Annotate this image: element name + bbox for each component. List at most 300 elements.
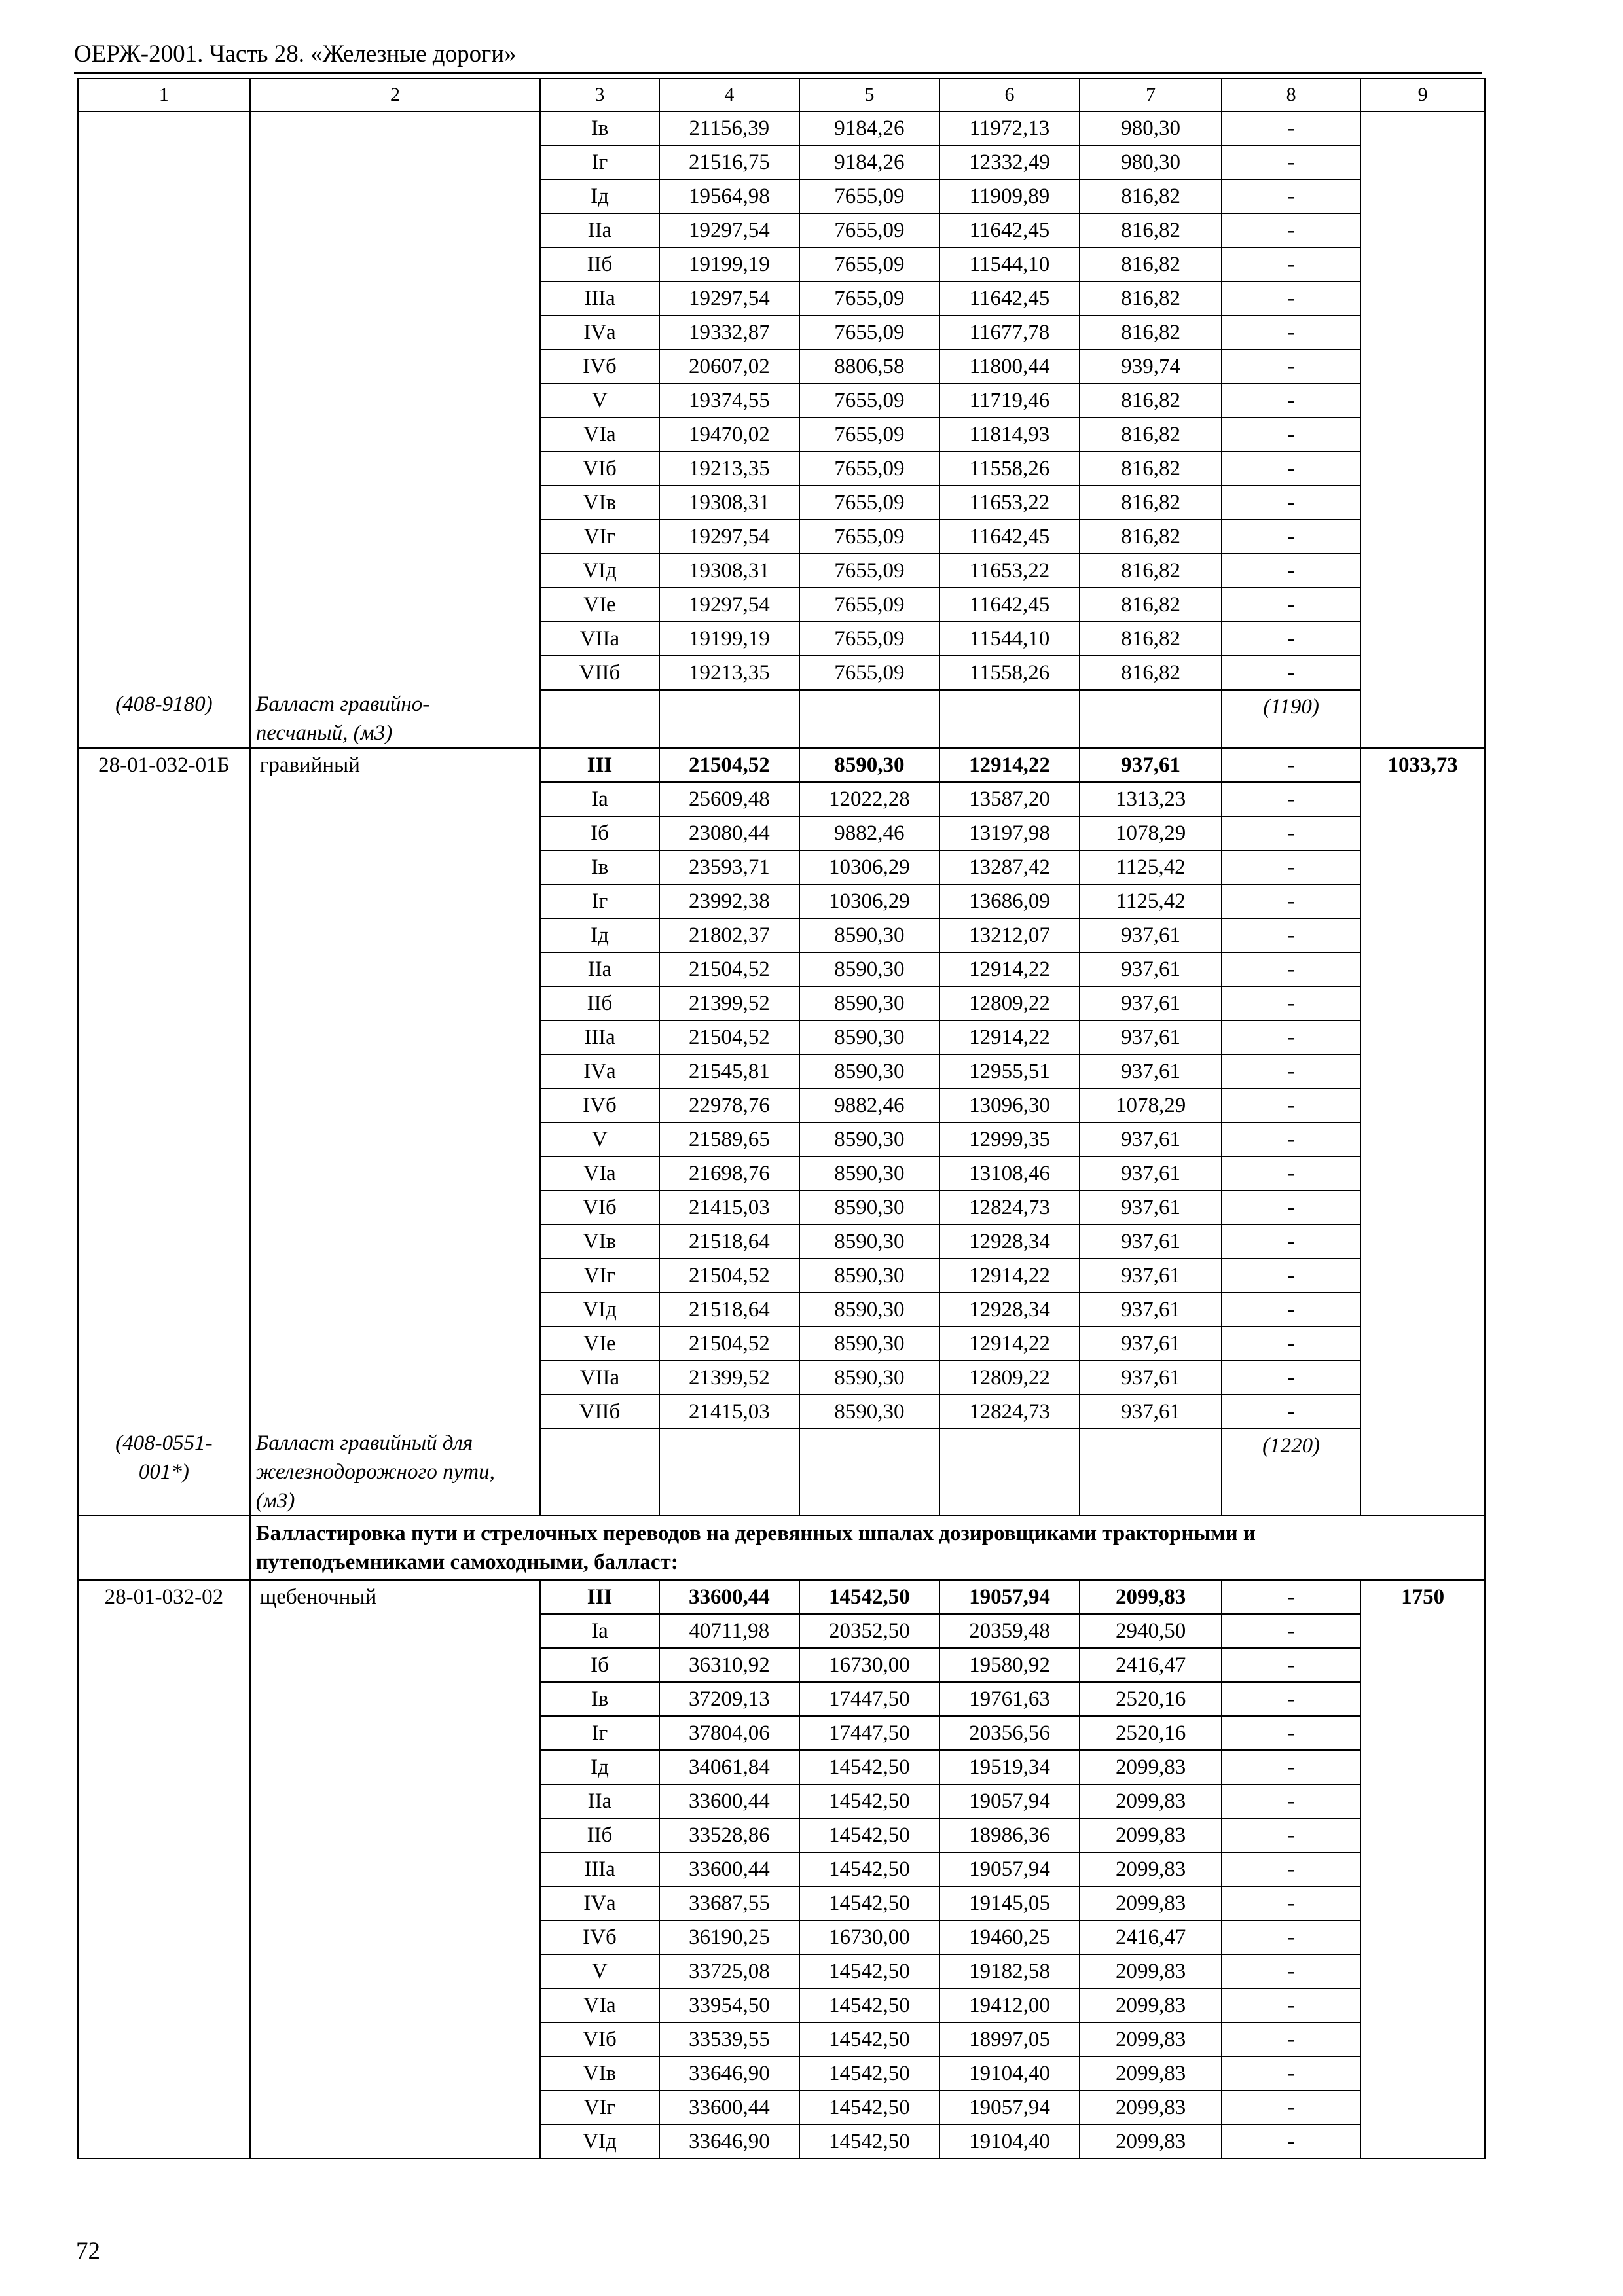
category-cell: IVа xyxy=(540,315,659,350)
value-cell: 2520,16 xyxy=(1080,1716,1222,1750)
table-row xyxy=(78,816,1485,850)
empty-cell xyxy=(1360,2125,1485,2159)
empty-cell xyxy=(250,884,540,918)
empty-cell xyxy=(250,1852,540,1886)
empty-cell xyxy=(1360,1157,1485,1191)
category-cell: IVб xyxy=(540,1920,659,1954)
column-number: 6 xyxy=(939,79,1080,111)
resource-norm: (1190) xyxy=(1222,690,1360,748)
category-cell: VIв xyxy=(540,1225,659,1259)
empty-cell xyxy=(250,1614,540,1648)
rate-code xyxy=(78,111,250,145)
value-cell: 13587,20 xyxy=(939,782,1080,816)
category-cell: Iб xyxy=(540,816,659,850)
value-cell: 2099,83 xyxy=(1080,1852,1222,1886)
empty-cell xyxy=(78,1225,250,1259)
empty-cell xyxy=(1360,1361,1485,1395)
value-cell: - xyxy=(1222,554,1360,588)
value-cell: 12999,35 xyxy=(939,1122,1080,1157)
table-row xyxy=(78,1157,1485,1191)
value-cell: 8590,30 xyxy=(799,1395,939,1429)
empty-cell xyxy=(250,1716,540,1750)
resource-name-line: Балласт гравийно- xyxy=(255,692,430,716)
value-cell: 14542,50 xyxy=(799,2090,939,2125)
column-number: 8 xyxy=(1222,79,1360,111)
resource-name-line: песчаный, (м3) xyxy=(255,721,393,745)
empty-cell xyxy=(1360,1920,1485,1954)
value-cell: 2099,83 xyxy=(1080,1750,1222,1784)
empty-cell xyxy=(78,1259,250,1293)
value-cell: 12332,49 xyxy=(939,145,1080,179)
value-cell: 19332,87 xyxy=(659,315,799,350)
value-cell: - xyxy=(1222,1327,1360,1361)
empty-cell xyxy=(1360,2056,1485,2090)
value-cell: 21802,37 xyxy=(659,918,799,952)
empty-cell xyxy=(78,179,250,213)
empty-cell xyxy=(1360,918,1485,952)
value-cell: 19297,54 xyxy=(659,520,799,554)
empty-cell xyxy=(1360,1088,1485,1122)
table-row xyxy=(78,850,1485,884)
value-cell: 12914,22 xyxy=(939,1327,1080,1361)
value-cell: 937,61 xyxy=(1080,1361,1222,1395)
category-cell: Iв xyxy=(540,111,659,145)
empty-cell xyxy=(659,1429,799,1516)
value-cell: 12824,73 xyxy=(939,1191,1080,1225)
empty-cell xyxy=(1360,1716,1485,1750)
empty-cell xyxy=(799,1429,939,1516)
value-cell: 816,82 xyxy=(1080,315,1222,350)
value-cell: 20356,56 xyxy=(939,1716,1080,1750)
value-cell: 17447,50 xyxy=(799,1682,939,1716)
value-cell: 10306,29 xyxy=(799,884,939,918)
rates-table xyxy=(77,78,1486,2159)
value-cell: 7655,09 xyxy=(799,452,939,486)
value-cell: 33528,86 xyxy=(659,1818,799,1852)
category-cell: IIIа xyxy=(540,281,659,315)
value-cell: 937,61 xyxy=(1080,1157,1222,1191)
rate-name xyxy=(250,111,540,145)
table-row xyxy=(78,1020,1485,1054)
value-cell: 7655,09 xyxy=(799,486,939,520)
value-cell: 816,82 xyxy=(1080,622,1222,656)
table-row xyxy=(78,622,1485,656)
value-cell: 33646,90 xyxy=(659,2125,799,2159)
empty-cell xyxy=(1360,452,1485,486)
value-cell: 33687,55 xyxy=(659,1886,799,1920)
column-number: 4 xyxy=(659,79,799,111)
category-cell: V xyxy=(540,1954,659,1988)
empty-cell xyxy=(250,213,540,247)
value-cell: 8590,30 xyxy=(799,1293,939,1327)
value-cell: 2099,83 xyxy=(1080,1818,1222,1852)
value-cell: 14542,50 xyxy=(799,2056,939,2090)
value-cell: 19182,58 xyxy=(939,1954,1080,1988)
empty-cell xyxy=(78,1122,250,1157)
resource-code-line: (408-9180) xyxy=(115,692,213,716)
table-row xyxy=(78,554,1485,588)
empty-cell xyxy=(1360,247,1485,281)
value-cell: 21399,52 xyxy=(659,986,799,1020)
empty-cell xyxy=(250,1750,540,1784)
empty-cell xyxy=(1360,656,1485,690)
empty-cell xyxy=(250,554,540,588)
table-row xyxy=(78,1818,1485,1852)
value-cell: 8590,30 xyxy=(799,1361,939,1395)
value-cell: 19308,31 xyxy=(659,486,799,520)
category-cell: VIе xyxy=(540,1327,659,1361)
value-cell: 11800,44 xyxy=(939,350,1080,384)
empty-cell xyxy=(1360,520,1485,554)
value-cell: - xyxy=(1222,384,1360,418)
value-cell: 7655,09 xyxy=(799,384,939,418)
category-cell: III xyxy=(540,1580,659,1614)
value-cell: - xyxy=(1222,213,1360,247)
empty-cell xyxy=(250,2125,540,2159)
empty-cell xyxy=(78,588,250,622)
page-number: 72 xyxy=(76,2238,100,2265)
value-cell: 16730,00 xyxy=(799,1648,939,1682)
table-row xyxy=(78,1682,1485,1716)
empty-cell xyxy=(78,1614,250,1648)
value-cell: 7655,09 xyxy=(799,656,939,690)
category-cell: VIIб xyxy=(540,656,659,690)
value-cell: - xyxy=(1222,486,1360,520)
resource-code-line: (408-0551- xyxy=(115,1431,213,1455)
value-cell: 20352,50 xyxy=(799,1614,939,1648)
empty-cell xyxy=(250,1088,540,1122)
value-cell: 7655,09 xyxy=(799,520,939,554)
table-row xyxy=(78,350,1485,384)
value-cell: 23593,71 xyxy=(659,850,799,884)
total-cell: 1033,73 xyxy=(1360,748,1485,782)
value-cell: 13197,98 xyxy=(939,816,1080,850)
value-cell: 22978,76 xyxy=(659,1088,799,1122)
empty-cell xyxy=(78,2056,250,2090)
value-cell: 16730,00 xyxy=(799,1920,939,1954)
table-row xyxy=(78,1716,1485,1750)
empty-cell xyxy=(250,850,540,884)
empty-cell xyxy=(78,1054,250,1088)
value-cell: 11972,13 xyxy=(939,111,1080,145)
value-cell: 14542,50 xyxy=(799,1580,939,1614)
empty-cell xyxy=(1360,782,1485,816)
empty-cell xyxy=(1360,1954,1485,1988)
column-number: 3 xyxy=(540,79,659,111)
empty-cell xyxy=(250,1327,540,1361)
table-row xyxy=(78,1327,1485,1361)
category-cell: VIг xyxy=(540,1259,659,1293)
value-cell: 816,82 xyxy=(1080,520,1222,554)
value-cell: 937,61 xyxy=(1080,986,1222,1020)
value-cell: 7655,09 xyxy=(799,213,939,247)
value-cell: 8590,30 xyxy=(799,1259,939,1293)
category-cell: IIIа xyxy=(540,1852,659,1886)
value-cell: 21415,03 xyxy=(659,1395,799,1429)
empty-cell xyxy=(78,1361,250,1395)
table-row xyxy=(78,1395,1485,1429)
column-number: 5 xyxy=(799,79,939,111)
empty-cell xyxy=(78,554,250,588)
value-cell: 19104,40 xyxy=(939,2056,1080,2090)
empty-cell xyxy=(250,1293,540,1327)
value-cell: 7655,09 xyxy=(799,281,939,315)
value-cell: 11642,45 xyxy=(939,588,1080,622)
value-cell: 21504,52 xyxy=(659,748,799,782)
value-cell: 8590,30 xyxy=(799,1157,939,1191)
value-cell: 12914,22 xyxy=(939,1020,1080,1054)
value-cell: 19213,35 xyxy=(659,452,799,486)
category-cell: IVб xyxy=(540,1088,659,1122)
value-cell: 19519,34 xyxy=(939,1750,1080,1784)
value-cell: - xyxy=(1222,111,1360,145)
value-cell: 19213,35 xyxy=(659,656,799,690)
value-cell: 7655,09 xyxy=(799,622,939,656)
empty-cell xyxy=(78,1516,250,1580)
empty-cell xyxy=(1360,690,1485,748)
empty-cell xyxy=(1360,1225,1485,1259)
value-cell: - xyxy=(1222,1886,1360,1920)
empty-cell xyxy=(78,520,250,554)
value-cell: 1078,29 xyxy=(1080,1088,1222,1122)
value-cell: 11642,45 xyxy=(939,213,1080,247)
value-cell: 13686,09 xyxy=(939,884,1080,918)
empty-cell xyxy=(250,1259,540,1293)
value-cell: 816,82 xyxy=(1080,554,1222,588)
empty-cell xyxy=(78,2022,250,2056)
empty-cell xyxy=(78,145,250,179)
section-title-line: путеподъемниками самоходными, балласт: xyxy=(255,1551,678,1574)
value-cell: 19564,98 xyxy=(659,179,799,213)
empty-cell xyxy=(1360,418,1485,452)
empty-cell xyxy=(78,1648,250,1682)
empty-cell xyxy=(250,1157,540,1191)
value-cell: - xyxy=(1222,2125,1360,2159)
empty-cell xyxy=(1360,1020,1485,1054)
value-cell: 8590,30 xyxy=(799,1122,939,1157)
value-cell: 1125,42 xyxy=(1080,884,1222,918)
value-cell: 36190,25 xyxy=(659,1920,799,1954)
value-cell: 11558,26 xyxy=(939,656,1080,690)
value-cell: 12809,22 xyxy=(939,1361,1080,1395)
category-cell: VIа xyxy=(540,1157,659,1191)
resource-name xyxy=(250,1429,540,1516)
category-cell: VIIб xyxy=(540,1395,659,1429)
empty-cell xyxy=(250,656,540,690)
category-cell: VIг xyxy=(540,520,659,554)
empty-cell xyxy=(250,247,540,281)
value-cell: 2520,16 xyxy=(1080,1682,1222,1716)
empty-cell xyxy=(78,1818,250,1852)
value-cell: 11642,45 xyxy=(939,520,1080,554)
resource-name xyxy=(250,690,540,748)
empty-cell xyxy=(250,145,540,179)
value-cell: 7655,09 xyxy=(799,179,939,213)
value-cell: 20359,48 xyxy=(939,1614,1080,1648)
value-cell: 11544,10 xyxy=(939,622,1080,656)
value-cell: 21504,52 xyxy=(659,1020,799,1054)
table-row xyxy=(78,2090,1485,2125)
value-cell: 12955,51 xyxy=(939,1054,1080,1088)
value-cell: 10306,29 xyxy=(799,850,939,884)
value-cell: 13287,42 xyxy=(939,850,1080,884)
empty-cell xyxy=(1360,486,1485,520)
value-cell: 17447,50 xyxy=(799,1716,939,1750)
value-cell: 937,61 xyxy=(1080,1122,1222,1157)
value-cell: 13096,30 xyxy=(939,1088,1080,1122)
value-cell: - xyxy=(1222,520,1360,554)
empty-cell xyxy=(1360,816,1485,850)
value-cell: 2099,83 xyxy=(1080,1580,1222,1614)
value-cell: - xyxy=(1222,1920,1360,1954)
value-cell: 14542,50 xyxy=(799,1784,939,1818)
value-cell: 816,82 xyxy=(1080,179,1222,213)
empty-cell xyxy=(250,1954,540,1988)
value-cell: 2099,83 xyxy=(1080,1988,1222,2022)
value-cell: 2099,83 xyxy=(1080,2022,1222,2056)
value-cell: - xyxy=(1222,2090,1360,2125)
table-row xyxy=(78,1784,1485,1818)
section-heading-row xyxy=(78,1516,1485,1580)
value-cell: - xyxy=(1222,1122,1360,1157)
value-cell: 11653,22 xyxy=(939,554,1080,588)
table-row xyxy=(78,1122,1485,1157)
empty-cell xyxy=(250,1225,540,1259)
table-row xyxy=(78,1954,1485,1988)
empty-cell xyxy=(1360,1648,1485,1682)
value-cell: 11653,22 xyxy=(939,486,1080,520)
empty-cell xyxy=(659,690,799,748)
value-cell: 14542,50 xyxy=(799,1852,939,1886)
value-cell: 12914,22 xyxy=(939,1259,1080,1293)
value-cell: 19297,54 xyxy=(659,213,799,247)
empty-cell xyxy=(250,1122,540,1157)
empty-cell xyxy=(540,690,659,748)
value-cell: 33725,08 xyxy=(659,1954,799,1988)
empty-cell xyxy=(78,1920,250,1954)
resource-note-row xyxy=(78,1429,1485,1516)
value-cell: 2099,83 xyxy=(1080,2090,1222,2125)
empty-cell xyxy=(1360,1852,1485,1886)
empty-cell xyxy=(250,2090,540,2125)
resource-code xyxy=(78,690,250,748)
value-cell: 2416,47 xyxy=(1080,1920,1222,1954)
value-cell: 8590,30 xyxy=(799,1327,939,1361)
empty-cell xyxy=(78,452,250,486)
table-row xyxy=(78,520,1485,554)
value-cell: 8590,30 xyxy=(799,952,939,986)
rate-name: гравийный xyxy=(250,748,540,782)
table-row xyxy=(78,884,1485,918)
value-cell: - xyxy=(1222,2022,1360,2056)
category-cell: VIб xyxy=(540,2022,659,2056)
empty-cell xyxy=(78,1852,250,1886)
value-cell: 18997,05 xyxy=(939,2022,1080,2056)
value-cell: 12824,73 xyxy=(939,1395,1080,1429)
value-cell: 23080,44 xyxy=(659,816,799,850)
value-cell: 937,61 xyxy=(1080,1020,1222,1054)
category-cell: IIа xyxy=(540,213,659,247)
value-cell: 11677,78 xyxy=(939,315,1080,350)
category-cell: Iд xyxy=(540,1750,659,1784)
value-cell: 9184,26 xyxy=(799,145,939,179)
empty-cell xyxy=(1360,1122,1485,1157)
value-cell: - xyxy=(1222,1157,1360,1191)
empty-cell xyxy=(1360,350,1485,384)
value-cell: 36310,92 xyxy=(659,1648,799,1682)
value-cell: 33600,44 xyxy=(659,1580,799,1614)
resource-norm: (1220) xyxy=(1222,1429,1360,1516)
value-cell: 816,82 xyxy=(1080,656,1222,690)
category-cell: IIб xyxy=(540,986,659,1020)
empty-cell xyxy=(250,452,540,486)
table-row xyxy=(78,656,1485,690)
resource-name-line: (м3) xyxy=(255,1489,295,1513)
value-cell: 816,82 xyxy=(1080,452,1222,486)
resource-note-row xyxy=(78,690,1485,748)
empty-cell xyxy=(78,2090,250,2125)
table-row xyxy=(78,281,1485,315)
value-cell: - xyxy=(1222,1784,1360,1818)
empty-cell xyxy=(78,656,250,690)
value-cell: 12022,28 xyxy=(799,782,939,816)
table-row xyxy=(78,145,1485,179)
value-cell: 19412,00 xyxy=(939,1988,1080,2022)
table-row xyxy=(78,2125,1485,2159)
empty-cell xyxy=(78,281,250,315)
value-cell: 937,61 xyxy=(1080,918,1222,952)
value-cell: 25609,48 xyxy=(659,782,799,816)
category-cell: IIа xyxy=(540,1784,659,1818)
empty-cell xyxy=(78,1682,250,1716)
empty-cell xyxy=(1360,384,1485,418)
value-cell: 21415,03 xyxy=(659,1191,799,1225)
empty-cell xyxy=(78,1191,250,1225)
category-cell: VIв xyxy=(540,2056,659,2090)
column-number: 7 xyxy=(1080,79,1222,111)
value-cell: - xyxy=(1222,315,1360,350)
category-cell: VIб xyxy=(540,1191,659,1225)
value-cell: 816,82 xyxy=(1080,247,1222,281)
empty-cell xyxy=(250,1395,540,1429)
table-row xyxy=(78,1750,1485,1784)
value-cell: 816,82 xyxy=(1080,281,1222,315)
value-cell: 21156,39 xyxy=(659,111,799,145)
table-row xyxy=(78,486,1485,520)
empty-cell xyxy=(250,179,540,213)
value-cell: 816,82 xyxy=(1080,418,1222,452)
page-header: ОЕРЖ-2001. Часть 28. «Железные дороги» xyxy=(74,41,517,67)
empty-cell xyxy=(250,1648,540,1682)
value-cell: 8590,30 xyxy=(799,986,939,1020)
category-cell: Iг xyxy=(540,884,659,918)
category-cell: VIд xyxy=(540,2125,659,2159)
empty-cell xyxy=(1360,1784,1485,1818)
value-cell: 9882,46 xyxy=(799,1088,939,1122)
value-cell: 816,82 xyxy=(1080,486,1222,520)
table-row xyxy=(78,1191,1485,1225)
value-cell: 980,30 xyxy=(1080,111,1222,145)
value-cell: - xyxy=(1222,418,1360,452)
value-cell: 7655,09 xyxy=(799,247,939,281)
value-cell: 937,61 xyxy=(1080,1054,1222,1088)
value-cell: 937,61 xyxy=(1080,1293,1222,1327)
empty-cell xyxy=(78,486,250,520)
value-cell: - xyxy=(1222,1088,1360,1122)
table-row xyxy=(78,1580,1485,1614)
empty-cell xyxy=(78,1716,250,1750)
value-cell: - xyxy=(1222,1361,1360,1395)
